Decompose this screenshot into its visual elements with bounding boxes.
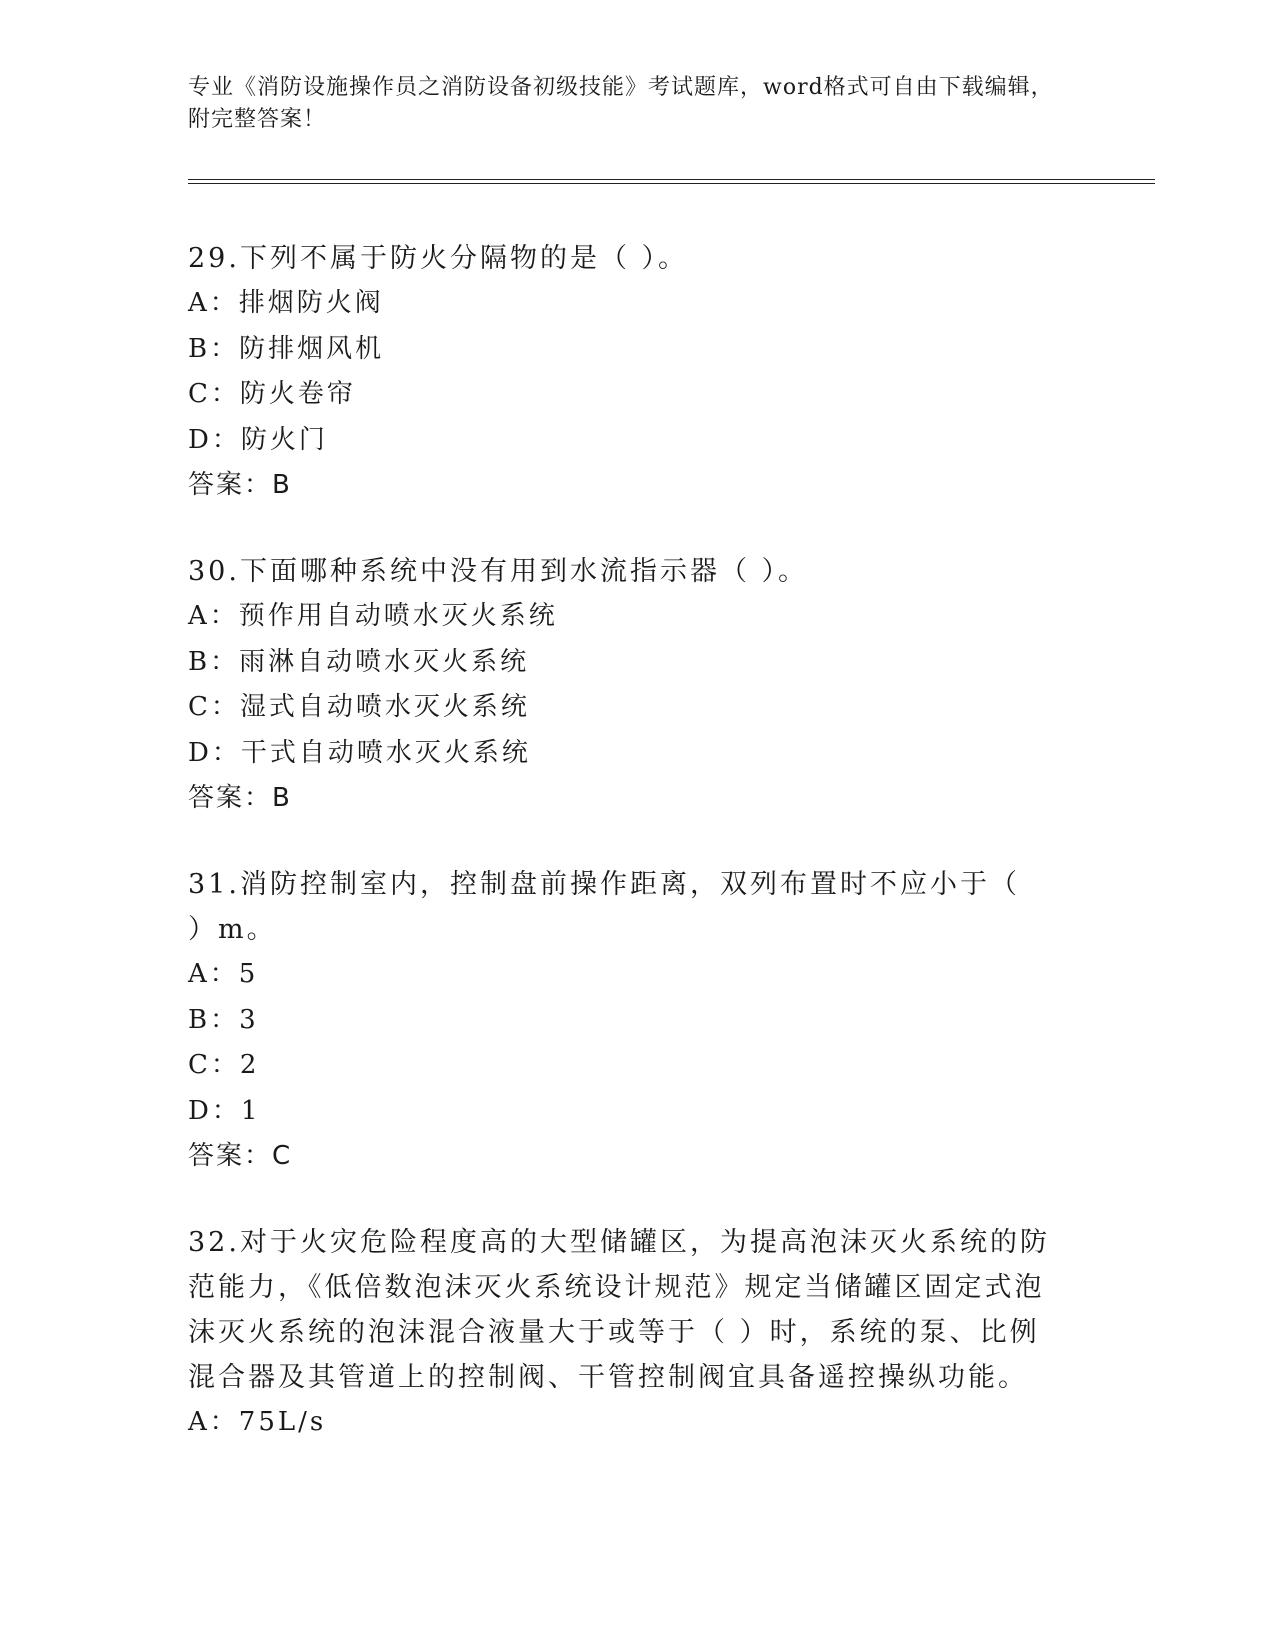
option-a: A：5 <box>188 959 259 989</box>
answer: 答案：B <box>188 783 292 813</box>
option-d: D：干式自动喷水灭火系统 <box>188 737 531 768</box>
option-b: B：防排烟风机 <box>188 333 385 364</box>
option-d: D：防火门 <box>188 424 328 455</box>
answer: 答案：C <box>188 1141 293 1171</box>
question-list <box>188 236 1088 1487</box>
document-header: 专业《消防设施操作员之消防设备初级技能》考试题库，word格式可自由下载编辑，附完整答案！ <box>188 75 1054 132</box>
option-a: A：75L/s <box>188 1407 327 1437</box>
option-b: B：3 <box>188 1004 259 1035</box>
question-stem: 30.下面哪种系统中没有用到水流指示器（ ）。 <box>188 556 809 587</box>
question-stem: 29.下列不属于防火分隔物的是（ ）。 <box>188 243 689 274</box>
question-31 <box>188 862 1088 1179</box>
header-divider-bottom <box>188 183 1155 184</box>
option-d: D：1 <box>188 1095 261 1126</box>
answer: 答案：B <box>188 470 292 500</box>
question-30 <box>188 549 1088 821</box>
option-c: C：防火卷帘 <box>188 379 356 409</box>
option-b: B：雨淋自动喷水灭火系统 <box>188 646 530 677</box>
header-divider-top <box>188 179 1155 180</box>
question-stem: 31.消防控制室内，控制盘前操作距离，双列布置时不应小于（ ）m。 <box>188 869 1020 945</box>
question-32 <box>188 1220 1088 1446</box>
question-stem: 32.对于火灾危险程度高的大型储罐区，为提高泡沫灭火系统的防范能力，《低倍数泡沫灭火系统设计规范》规定当储罐区固定式泡沫灭火系统的泡沫混合液量大于或等于（ ）时，系统的泵、比例混合器及其管道上的控制阀、干管控制阀宜具备遥控操纵功能。 <box>188 1227 1050 1393</box>
question-29 <box>188 236 1088 508</box>
option-a: A：预作用自动喷水灭火系统 <box>188 601 558 631</box>
option-c: C：湿式自动喷水灭火系统 <box>188 692 530 722</box>
option-a: A：排烟防火阀 <box>188 288 384 318</box>
option-c: C：2 <box>188 1050 260 1080</box>
